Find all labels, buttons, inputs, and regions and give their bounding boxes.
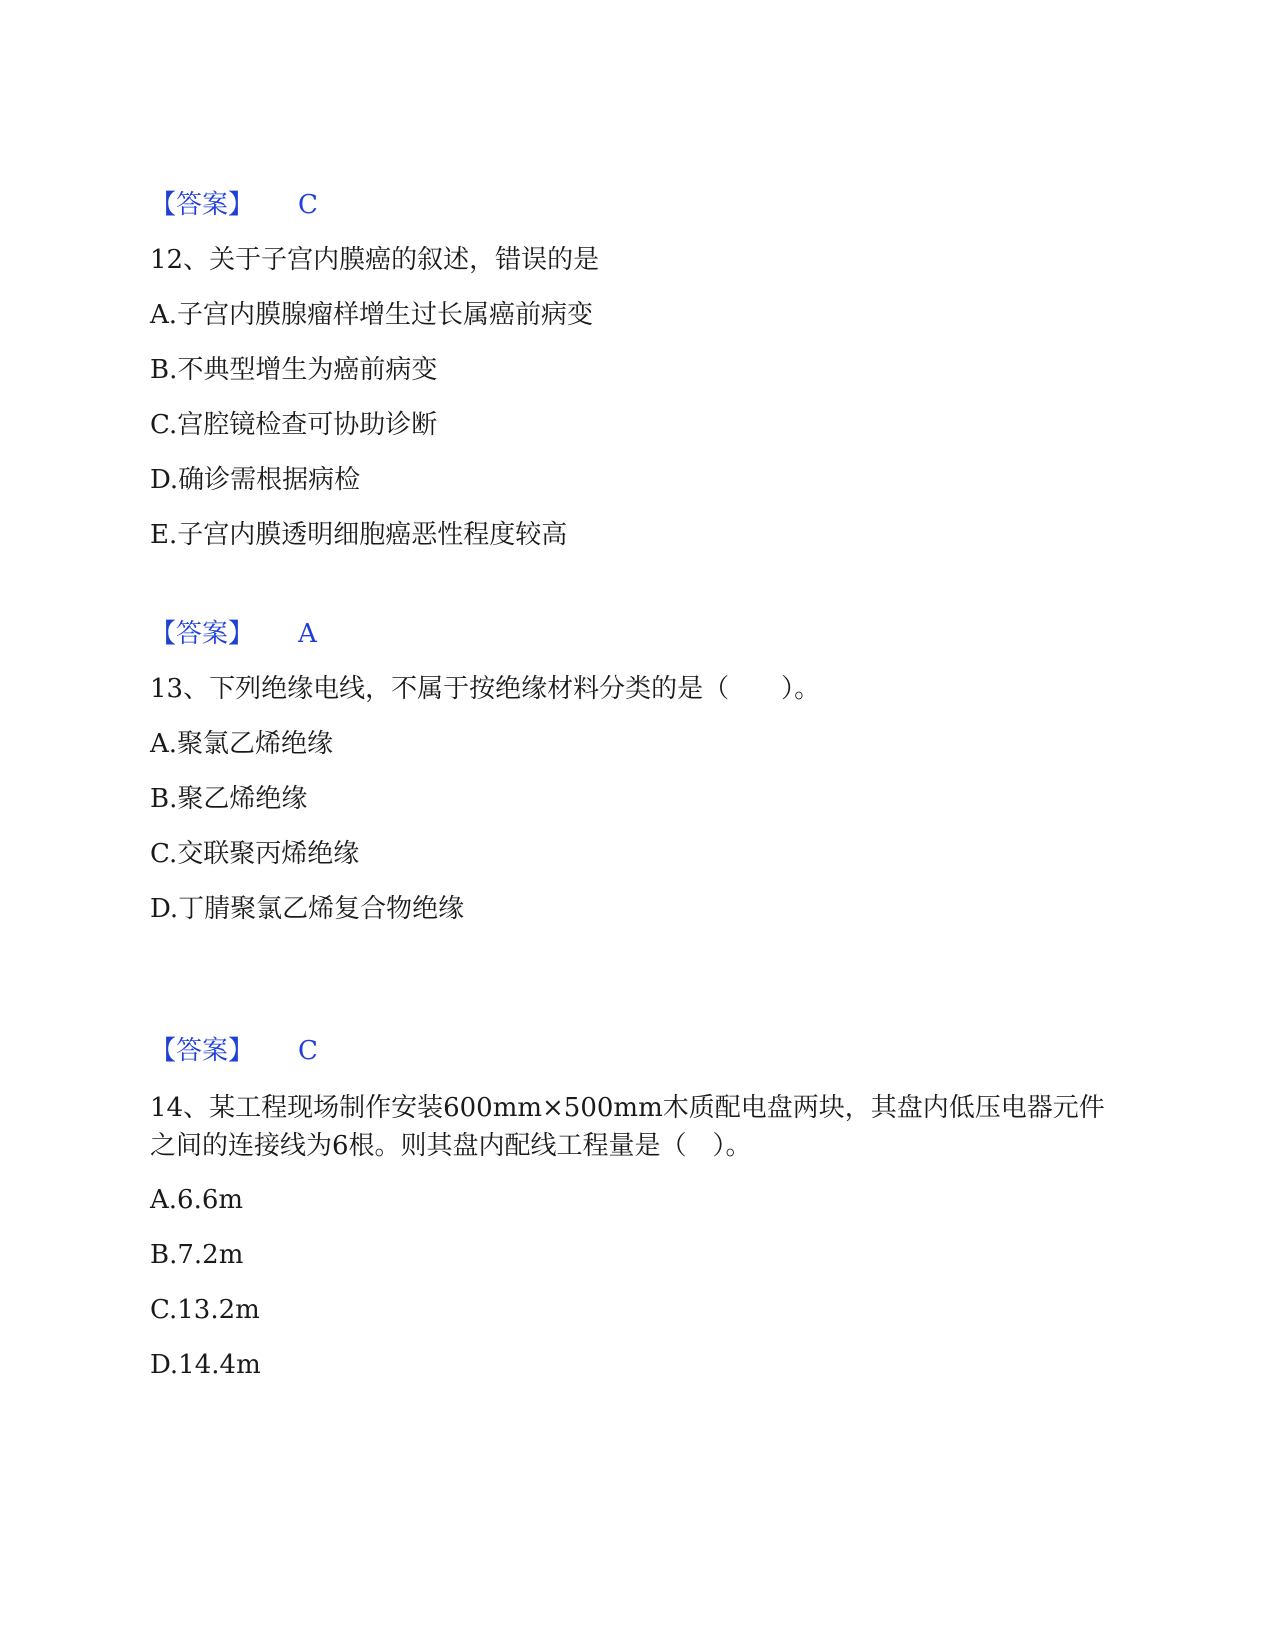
answer-line (150, 617, 317, 651)
option-b: B.聚乙烯绝缘 (150, 784, 308, 814)
answer-label: 【答案】 (150, 190, 255, 220)
option-a: A.6.6m (150, 1185, 244, 1215)
answer-value: A (298, 619, 317, 649)
option-a: A.子宫内膜腺瘤样增生过长属癌前病变 (150, 300, 594, 330)
answer-label: 【答案】 (150, 619, 255, 649)
question-stem: 13、下列绝缘电线，不属于按绝缘材料分类的是（ ）。 (150, 674, 821, 704)
option-b: B.7.2m (150, 1240, 244, 1270)
question-stem: 14、某工程现场制作安装600mm×500mm木质配电盘两块，其盘内低压电器元件之间的连接线为6根。则其盘内配线工程量是（ ）。 (150, 1093, 1105, 1161)
answer-value: C (298, 1036, 318, 1066)
option-d: D.确诊需根据病检 (150, 465, 361, 495)
option-d: D.14.4m (150, 1350, 261, 1380)
option-c: C.宫腔镜检查可协助诊断 (150, 410, 438, 440)
answer-label: 【答案】 (150, 1036, 255, 1066)
answer-value: C (298, 190, 318, 220)
option-d: D.丁腈聚氯乙烯复合物绝缘 (150, 894, 465, 924)
option-c: C.13.2m (150, 1295, 260, 1325)
answer-line (150, 1034, 318, 1068)
answer-line (150, 188, 318, 222)
option-b: B.不典型增生为癌前病变 (150, 355, 438, 385)
option-a: A.聚氯乙烯绝缘 (150, 729, 334, 759)
option-c: C.交联聚丙烯绝缘 (150, 839, 360, 869)
option-e: E.子宫内膜透明细胞癌恶性程度较高 (150, 520, 568, 550)
question-stem: 12、关于子宫内膜癌的叙述，错误的是 (150, 245, 600, 275)
